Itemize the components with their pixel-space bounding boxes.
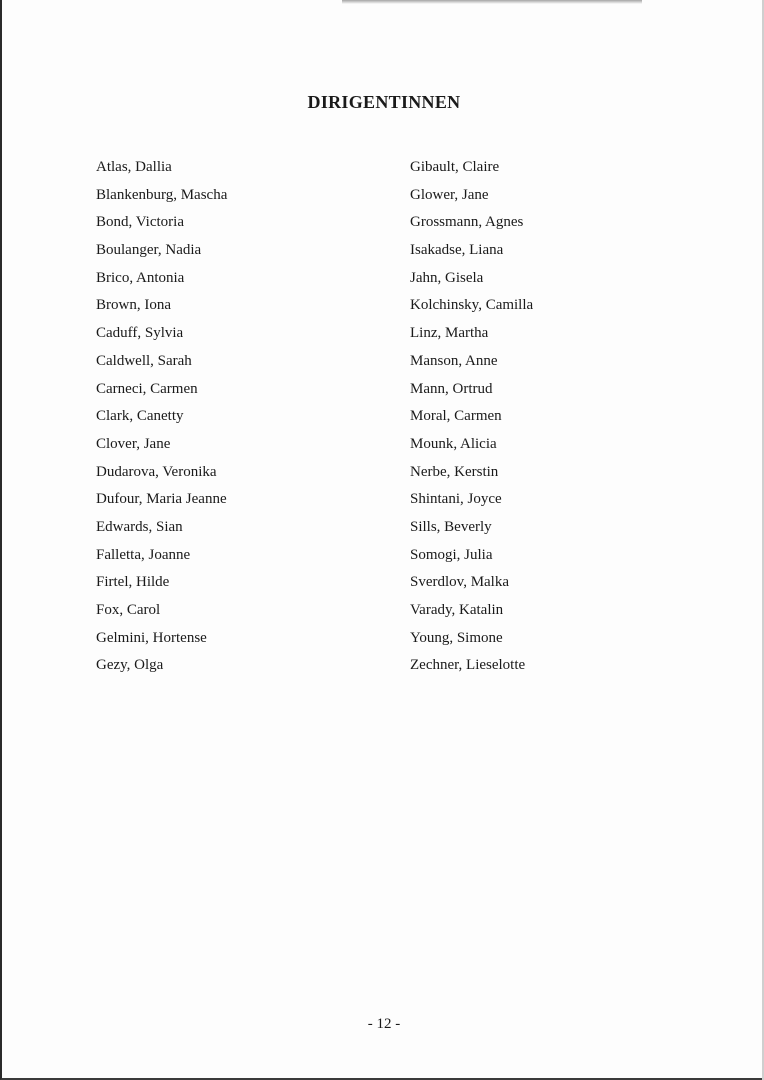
name-list-item: Moral, Carmen bbox=[410, 408, 502, 425]
name-list-item: Mann, Ortrud bbox=[410, 380, 493, 397]
name-list-item: Bond, Victoria bbox=[96, 214, 184, 231]
name-list-item: Isakadse, Liana bbox=[410, 242, 504, 259]
name-list-item: Blankenburg, Mascha bbox=[96, 186, 228, 203]
name-list-item: Sills, Beverly bbox=[410, 518, 492, 535]
name-list-item: Fox, Carol bbox=[96, 602, 161, 618]
name-list-item: Firtel, Hilde bbox=[96, 574, 170, 591]
name-list-item: Brown, Iona bbox=[96, 297, 171, 314]
name-list-item: Mounk, Alicia bbox=[410, 435, 497, 452]
name-list-item: Kolchinsky, Camilla bbox=[410, 297, 534, 314]
name-list-item: Falletta, Joanne bbox=[96, 546, 191, 563]
names-column-right bbox=[410, 155, 533, 681]
scan-top-shadow bbox=[342, 0, 642, 4]
name-list-item: Somogi, Julia bbox=[410, 546, 493, 563]
name-list-item: Caduff, Sylvia bbox=[96, 325, 184, 342]
name-list-item: Edwards, Sian bbox=[96, 518, 183, 535]
name-list-item: Boulanger, Nadia bbox=[96, 242, 202, 259]
name-list-item: Dufour, Maria Jeanne bbox=[96, 491, 227, 508]
name-list-item: Varady, Katalin bbox=[410, 602, 504, 618]
name-list-item: Brico, Antonia bbox=[96, 269, 185, 286]
name-list-item: Clark, Canetty bbox=[96, 408, 184, 425]
name-list-item: Clover, Jane bbox=[96, 435, 171, 452]
name-list-item: Nerbe, Kerstin bbox=[410, 463, 499, 480]
page-number: - 12 - bbox=[367, 1016, 401, 1032]
name-list-item: Gezy, Olga bbox=[96, 657, 164, 674]
page-title: DIRIGENTINNEN bbox=[307, 92, 461, 112]
names-column-left bbox=[96, 155, 227, 681]
name-list-item: Manson, Anne bbox=[410, 352, 498, 369]
name-list-item: Gibault, Claire bbox=[410, 159, 500, 175]
name-list-item: Gelmini, Hortense bbox=[96, 629, 207, 646]
name-list-item: Sverdlov, Malka bbox=[410, 574, 510, 591]
name-list-item: Shintani, Joyce bbox=[410, 491, 502, 508]
name-list-item: Zechner, Lieselotte bbox=[410, 657, 526, 674]
name-list-item: Atlas, Dallia bbox=[96, 159, 172, 175]
name-list-item: Caldwell, Sarah bbox=[96, 352, 192, 369]
name-list-item: Carneci, Carmen bbox=[96, 380, 198, 397]
name-list-item: Grossmann, Agnes bbox=[410, 214, 524, 231]
name-list-item: Glower, Jane bbox=[410, 186, 489, 203]
name-list-item: Linz, Martha bbox=[410, 325, 489, 342]
name-list-item: Jahn, Gisela bbox=[410, 269, 484, 286]
name-list-item: Dudarova, Veronika bbox=[96, 463, 217, 480]
name-list-item: Young, Simone bbox=[410, 629, 503, 646]
